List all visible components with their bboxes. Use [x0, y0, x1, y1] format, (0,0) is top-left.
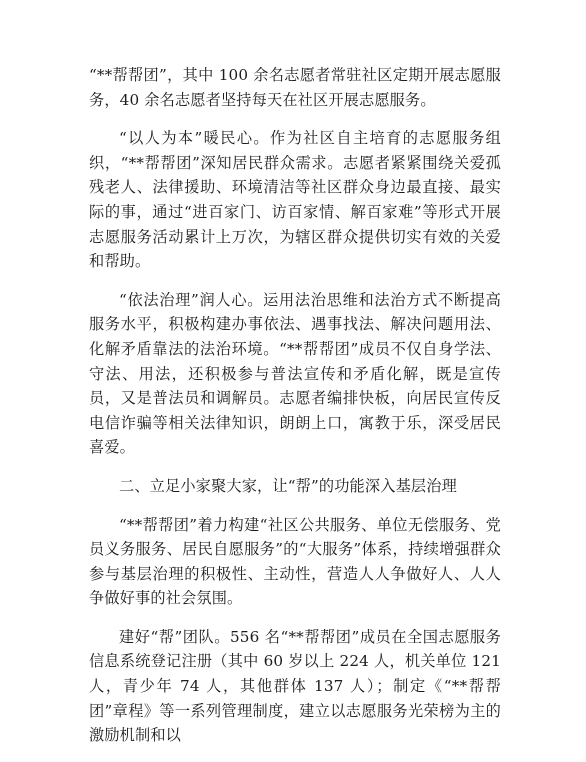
paragraph-people-oriented: “以人为本”暖民心。作为社区自主培育的志愿服务组织，“**帮帮团”深知居民群众需求。志愿者紧紧围绕关爱孤残老人、法律援助、环境清洁等社区群众身边最直接、最实际的事，通过“进百家门、访百家情、解百家难”等形式开展志愿服务活动累计上万次，为辖区群众提供切实有效的关爱和帮助。 [89, 129, 501, 271]
paragraph-build-team: 建好“帮”团队。556 名“**帮帮团”成员在全国志愿服务信息系统登记注册（其中 60 岁以上 224 人，机关单位 121 人，青少年 74 人，其他群体 137 人）；制定《“**帮帮团”章程》等一系列管理制度，建立以志愿服务光荣榜为主的激励机制和以 [89, 627, 501, 745]
paragraph-rule-of-law: “依法治理”润人心。运用法治思维和法治方式不断提高服务水平，积极构建办事依法、遇事找法、解决问题用法、化解矛盾靠法的法治环境。“**帮帮团”成员不仅自身学法、守法、用法，还积极参与普法宣传和矛盾化解，既是宣传员，又是普法员和调解员。志愿者编排快板，向居民宣传反电信诈骗等相关法律知识，朗朗上口，寓教于乐，深受居民喜爱。 [89, 290, 501, 457]
paragraph-big-service-system: “**帮帮团”着力构建“社区公共服务、单位无偿服务、党员义务服务、居民自愿服务”的“大服务”体系，持续增强群众参与基层治理的积极性、主动性，营造人人争做好人、人人争做好事的社会氛围。 [89, 515, 501, 608]
paragraph-volunteer-count: “**帮帮团”，其中 100 余名志愿者常驻社区定期开展志愿服务，40 余名志愿者坚持每天在社区开展志愿服务。 [89, 66, 501, 109]
section-heading-two: 二、立足小家聚大家，让“帮”的功能深入基层治理 [119, 476, 457, 495]
document-body [89, 63, 501, 762]
